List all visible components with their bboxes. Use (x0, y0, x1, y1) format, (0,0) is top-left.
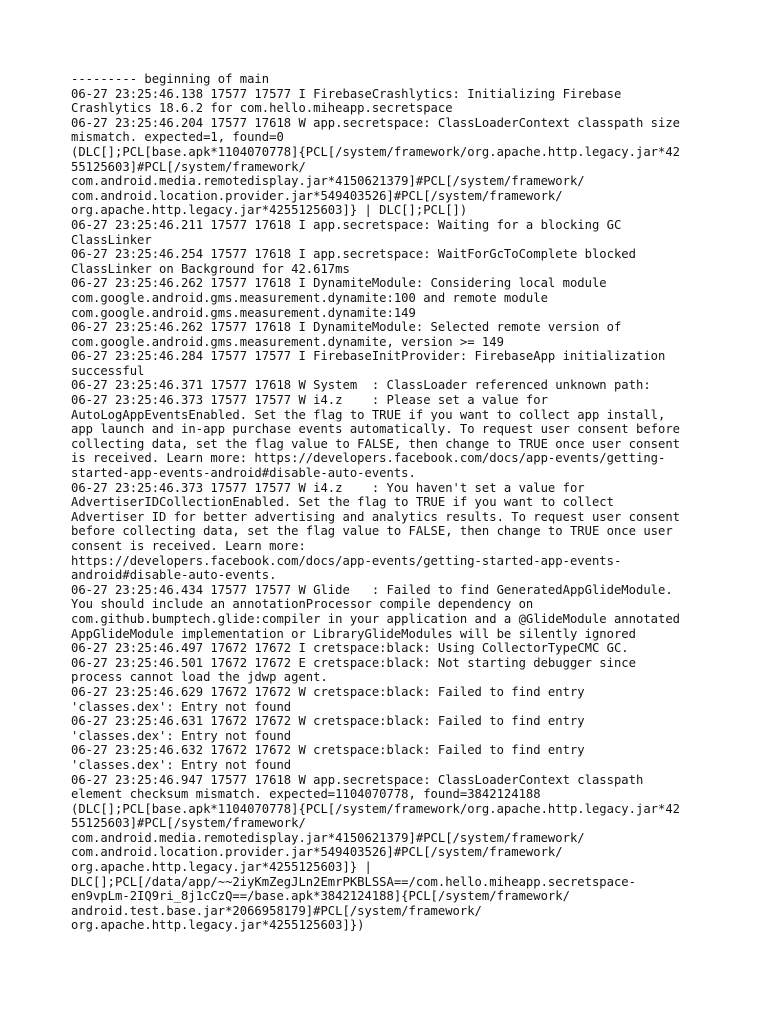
log-line: 06-27 23:25:46.204 17577 17618 W app.secretspace: ClassLoaderContext classpath size (71, 115, 681, 130)
log-line: 55125603]#PCL[/system/framework/ (71, 159, 306, 174)
log-line: 55125603]#PCL[/system/framework/ (71, 816, 306, 831)
log-line: 06-27 23:25:46.138 17577 17577 I FirebaseCrashlytics: Initializing Firebase (71, 86, 622, 101)
log-line: org.apache.http.legacy.jar*4255125603]} | (71, 860, 372, 875)
log-line: 06-27 23:25:46.947 17577 17618 W app.secretspace: ClassLoaderContext classpath (71, 772, 644, 787)
log-line: 'classes.dex': Entry not found (71, 757, 292, 772)
log-line: en9vpLm-2IQ9ri_8j1cCzQ==/base.apk*3842124188]{PCL[/system/framework/ (71, 889, 570, 904)
log-line: process cannot load the jdwp agent. (71, 670, 328, 685)
log-line: 06-27 23:25:46.373 17577 17577 W i4.z : You haven't set a value for (71, 480, 585, 495)
log-line: android.test.base.jar*2066958179]#PCL[/system/framework/ (71, 903, 482, 918)
log-line: org.apache.http.legacy.jar*4255125603]}) (71, 918, 365, 933)
log-line: com.google.android.gms.measurement.dynamite, version >= 149 (71, 334, 504, 349)
log-line: app launch and in-app purchase events automatically. To request user consent before (71, 422, 681, 437)
log-line: started-app-events-android#disable-auto-events. (71, 466, 416, 481)
log-line: Advertiser ID for better advertising and analytics results. To request user consent (71, 509, 681, 524)
log-line: com.android.location.provider.jar*549403526]#PCL[/system/framework/ (71, 845, 563, 860)
log-line: 06-27 23:25:46.284 17577 17577 I FirebaseInitProvider: FirebaseApp initialization (71, 349, 666, 364)
log-line: before collecting data, set the flag value to FALSE, then change to TRUE once user (71, 524, 673, 539)
log-line: com.android.media.remotedisplay.jar*4150621379]#PCL[/system/framework/ (71, 174, 585, 189)
log-line: 06-27 23:25:46.371 17577 17618 W System : ClassLoader referenced unknown path: (71, 378, 651, 393)
log-line: 06-27 23:25:46.501 17672 17672 E cretspace:black: Not starting debugger since (71, 655, 636, 670)
log-line: com.github.bumptech.glide:compiler in your application and a @GlideModule annotated (71, 611, 681, 626)
log-line: 06-27 23:25:46.254 17577 17618 I app.secretspace: WaitForGcToComplete blocked (71, 247, 636, 262)
log-line: collecting data, set the flag value to FALSE, then change to TRUE once user consent (71, 436, 681, 451)
log-line: ClassLinker on Background for 42.617ms (71, 261, 350, 276)
log-line: element checksum mismatch. expected=1104070778, found=3842124188 (71, 787, 541, 802)
log-output (71, 72, 711, 933)
log-line: DLC[];PCL[/data/app/~~2iyKmZegJLn2EmrPKBLSSA==/com.hello.miheapp.secretspace- (71, 874, 636, 889)
log-line: com.google.android.gms.measurement.dynamite:100 and remote module (71, 290, 548, 305)
log-line: --------- beginning of main (71, 72, 270, 86)
log-line: AdvertiserIDCollectionEnabled. Set the flag to TRUE if you want to collect (71, 495, 614, 510)
log-line: consent is received. Learn more: (71, 539, 306, 553)
log-line: com.android.media.remotedisplay.jar*4150621379]#PCL[/system/framework/ (71, 830, 585, 845)
log-line: AutoLogAppEventsEnabled. Set the flag to TRUE if you want to collect app install, (71, 407, 666, 422)
log-line: 06-27 23:25:46.262 17577 17618 I DynamiteModule: Selected remote version of (71, 320, 622, 335)
log-line: org.apache.http.legacy.jar*4255125603]} | DLC[];PCL[]) (71, 203, 468, 218)
log-line: 06-27 23:25:46.373 17577 17577 W i4.z : Please set a value for (71, 393, 548, 408)
log-line: (DLC[];PCL[base.apk*1104070778]{PCL[/system/framework/org.apache.http.legacy.jar*42 (71, 801, 681, 816)
log-line: ClassLinker (71, 232, 152, 247)
log-line: mismatch. expected=1, found=0 (71, 130, 284, 145)
log-line: 06-27 23:25:46.631 17672 17672 W cretspace:black: Failed to find entry (71, 714, 585, 729)
log-line: 06-27 23:25:46.629 17672 17672 W cretspace:black: Failed to find entry (71, 684, 585, 699)
log-line: Crashlytics 18.6.2 for com.hello.miheapp.secretspace (71, 101, 453, 116)
log-line: https://developers.facebook.com/docs/app-events/getting-started-app-events- (71, 553, 622, 568)
log-line: 'classes.dex': Entry not found (71, 728, 292, 743)
log-line: 06-27 23:25:46.434 17577 17577 W Glide : Failed to find GeneratedAppGlideModule. (71, 582, 673, 597)
log-line: successful (71, 363, 145, 378)
log-line: com.google.android.gms.measurement.dynamite:149 (71, 305, 416, 320)
log-line: com.android.location.provider.jar*549403526]#PCL[/system/framework/ (71, 188, 563, 203)
log-line: is received. Learn more: https://developers.facebook.com/docs/app-events/getting- (71, 451, 666, 466)
log-line: (DLC[];PCL[base.apk*1104070778]{PCL[/system/framework/org.apache.http.legacy.jar*42 (71, 144, 681, 159)
log-line: 'classes.dex': Entry not found (71, 699, 292, 714)
log-line: 06-27 23:25:46.497 17672 17672 I cretspace:black: Using CollectorTypeCMC GC. (71, 641, 629, 656)
log-line: 06-27 23:25:46.262 17577 17618 I DynamiteModule: Considering local module (71, 276, 607, 291)
log-line: android#disable-auto-events. (71, 568, 277, 583)
log-line: AppGlideModule implementation or LibraryGlideModules will be silently ignored (71, 626, 636, 641)
log-line: You should include an annotationProcessor compile dependency on (71, 597, 534, 612)
log-line: 06-27 23:25:46.211 17577 17618 I app.secretspace: Waiting for a blocking GC (71, 217, 622, 232)
log-line: 06-27 23:25:46.632 17672 17672 W cretspace:black: Failed to find entry (71, 743, 585, 758)
